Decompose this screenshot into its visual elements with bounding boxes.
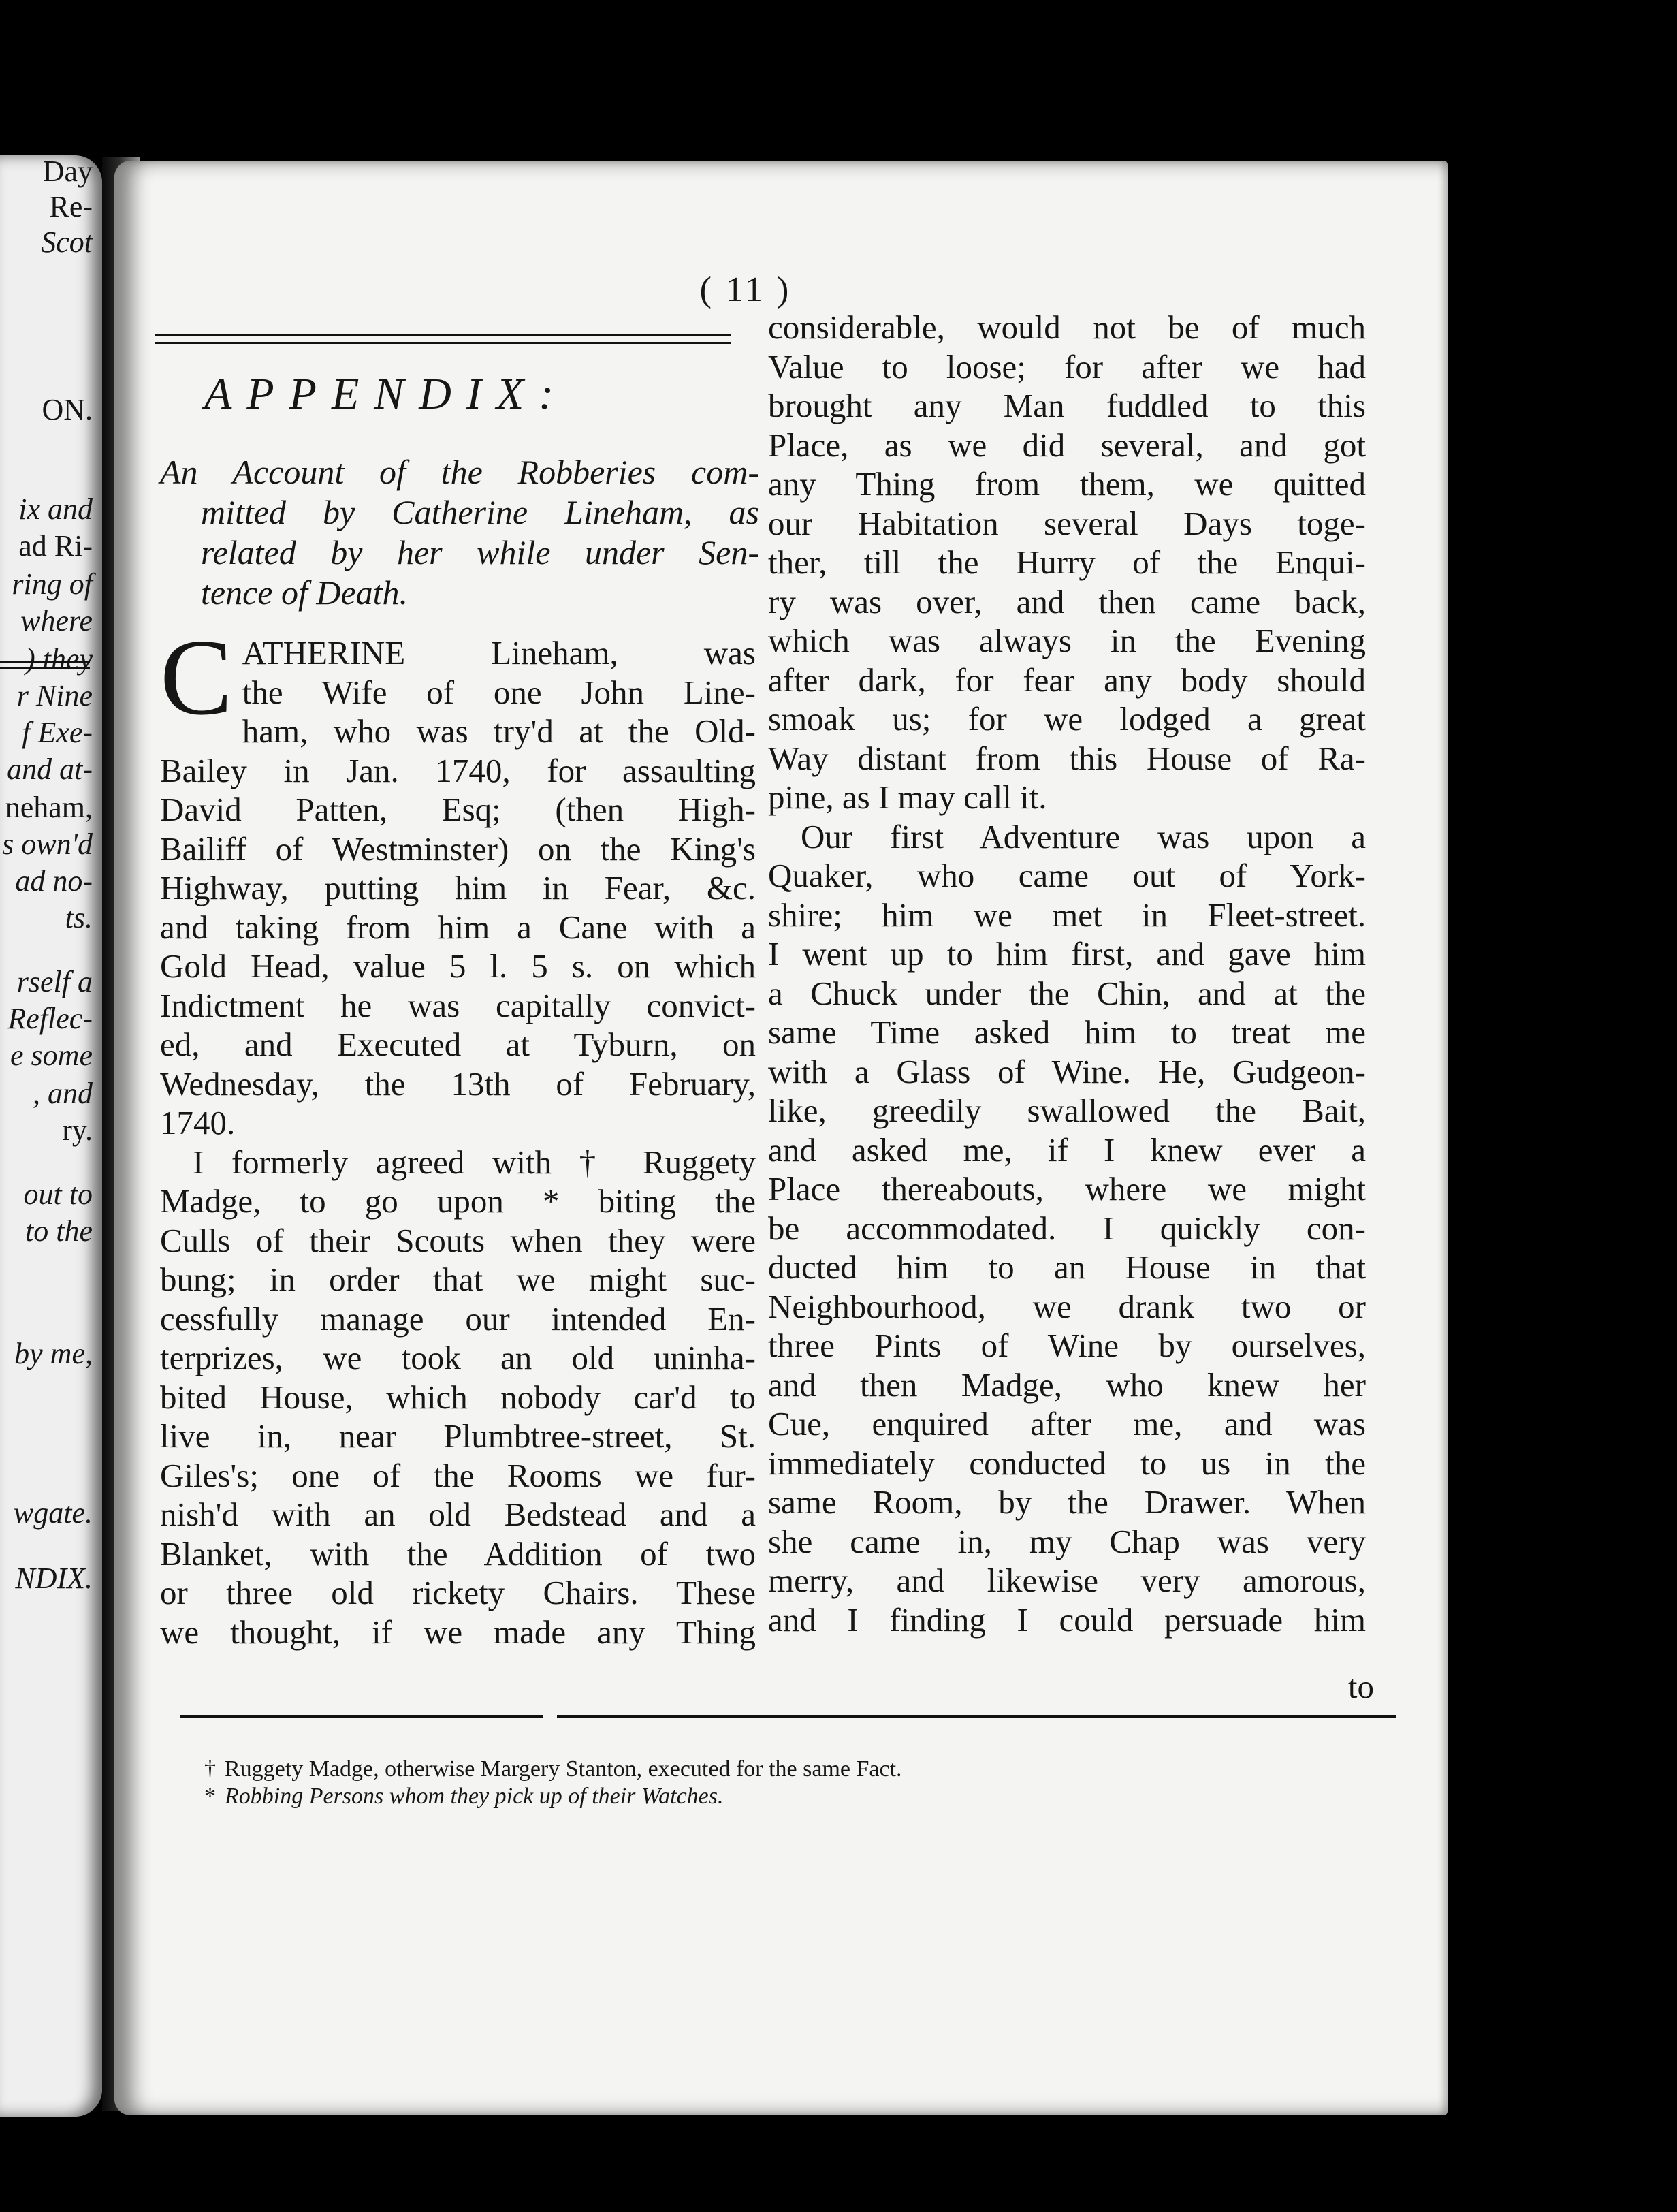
text-line: David Patten, Esq; (then High-	[160, 791, 756, 828]
footnote-text: Robbing Persons whom they pick up of their Watches.	[225, 1784, 724, 1809]
footnote	[204, 1756, 1157, 1783]
text-line: bited House, which nobody car'd to	[160, 1378, 756, 1416]
text-line: like, greedily swallowed the Bait,	[768, 1092, 1366, 1129]
previous-page-line: ad Ri-	[18, 529, 93, 563]
text-line: immediately conducted to us in the	[768, 1444, 1366, 1482]
text-line: Giles's; one of the Rooms we fur-	[160, 1456, 756, 1494]
subheading-line: mitted by Catherine Lineham, as	[201, 493, 759, 531]
footnote-mark: *	[204, 1784, 216, 1809]
text-line: the Wife of one John Line-	[242, 673, 756, 711]
text-line: our Habitation several Days toge-	[768, 504, 1366, 542]
subheading-line: tence of Death.	[201, 573, 409, 612]
text-line: and taking from him a Cane with a	[160, 908, 756, 946]
drop-capital: C	[160, 616, 233, 738]
text-line: and then Madge, who knew her	[768, 1365, 1366, 1404]
text-line: and I finding I could persuade him	[768, 1600, 1366, 1639]
previous-page-line: s own'd	[2, 827, 93, 861]
text-line: terprizes, we took an old uninha-	[160, 1339, 756, 1376]
text-line: same Time asked him to treat me	[768, 1013, 1366, 1051]
text-line: nish'd with an old Bedstead and a	[160, 1496, 756, 1533]
footnote-rule-right	[557, 1715, 1396, 1718]
text-line: we thought, if we made any Thing	[160, 1613, 756, 1651]
previous-page-line: ry.	[62, 1113, 93, 1147]
catchword: to	[1347, 1668, 1374, 1705]
text-line: smoak us; for we lodged a great	[768, 700, 1366, 738]
text-line: brought any Man fuddled to this	[768, 387, 1366, 424]
text-line: she came in, my Chap was very	[768, 1522, 1366, 1560]
header-rule	[155, 334, 731, 344]
account-subheading	[160, 452, 759, 613]
previous-page-line: ON.	[42, 393, 93, 426]
previous-page-line: out to	[23, 1178, 93, 1211]
text-line: considerable, would not be of much	[768, 309, 1366, 346]
text-line: merry, and likewise very amorous,	[768, 1562, 1366, 1599]
text-line: 1740.	[160, 1104, 236, 1141]
page-number: ( 11 )	[699, 270, 792, 309]
previous-page-line: ix and	[18, 492, 93, 526]
text-line: Indictment he was capitally convict-	[160, 986, 756, 1024]
text-line: same Room, by the Drawer. When	[768, 1483, 1366, 1521]
text-line: cessfully manage our intended En-	[160, 1299, 756, 1338]
text-line: with a Glass of Wine. He, Gudgeon-	[768, 1052, 1366, 1090]
text-line: I went up to him first, and gave him	[768, 935, 1366, 973]
previous-page-fragment	[0, 155, 102, 2117]
previous-page-line: Scot	[41, 225, 93, 259]
text-line: or three old rickety Chairs. These	[160, 1574, 756, 1611]
previous-page-line: Day	[42, 155, 93, 188]
previous-page-line: Reflec-	[7, 1002, 93, 1035]
footnote-text: Ruggety Madge, otherwise Margery Stanton, executed for the same Fact.	[225, 1756, 902, 1782]
text-line: pine, as I may call it.	[768, 778, 1047, 816]
text-line: Way distant from this House of Ra-	[768, 739, 1366, 777]
previous-page-line: ts.	[65, 901, 93, 934]
text-line: Culls of their Scouts when they were	[160, 1221, 756, 1259]
previous-page-line: f Exe-	[22, 716, 93, 749]
text-line: three Pints of Wine by ourselves,	[768, 1327, 1366, 1364]
text-line: ed, and Executed at Tyburn, on	[160, 1026, 756, 1063]
text-line: I formerly agreed with † Ruggety	[193, 1143, 756, 1181]
text-line: ther, till the Hurry of the Enqui-	[768, 543, 1366, 581]
previous-page-line: e some	[10, 1039, 93, 1072]
text-line: which was always in the Evening	[768, 622, 1366, 659]
text-line: Value to loose; for after we had	[768, 347, 1366, 385]
text-line: ry was over, and then came back,	[768, 582, 1366, 620]
left-text-column	[160, 616, 756, 1652]
text-line: Place thereabouts, where we might	[768, 1170, 1366, 1207]
text-line: Our first Adventure was upon a	[801, 817, 1366, 855]
subheading-line: related by her while under Sen-	[201, 533, 759, 571]
appendix-heading: APPENDIX:	[204, 369, 569, 419]
text-line: bung; in order that we might suc-	[160, 1261, 756, 1298]
previous-page-line: rself a	[16, 965, 93, 998]
previous-page-line: , and	[33, 1077, 93, 1110]
previous-page-line: by me,	[14, 1337, 93, 1370]
previous-page-line: to the	[25, 1214, 93, 1248]
previous-page-line: and at-	[7, 753, 93, 786]
text-line: Neighbourhood, we drank two or	[768, 1287, 1366, 1325]
previous-page-line: where	[20, 604, 93, 637]
footnotes	[204, 1756, 1157, 1810]
text-line: Madge, to go upon * biting the	[160, 1182, 756, 1220]
text-line: Highway, putting him in Fear, &c.	[160, 869, 756, 906]
text-line: ducted him to an House in that	[768, 1248, 1366, 1286]
text-line: Quaker, who came out of York-	[768, 857, 1366, 894]
previous-page-line: NDIX.	[15, 1562, 93, 1595]
text-line: Cue, enquired after me, and was	[768, 1405, 1366, 1442]
text-line: Bailiff of Westminster) on the King's	[160, 830, 756, 868]
text-line: Blanket, with the Addition of two	[160, 1534, 756, 1573]
text-line: and asked me, if I knew ever a	[768, 1131, 1366, 1169]
text-line: Wednesday, the 13th of February,	[160, 1064, 756, 1103]
previous-page-line: ) they	[25, 642, 93, 676]
previous-page-line: ring of	[12, 567, 93, 601]
previous-page-line: Re-	[49, 190, 93, 223]
text-line: live in, near Plumbtree-street, St.	[160, 1417, 756, 1455]
previous-page-rule	[0, 661, 90, 669]
text-line: any Thing from them, we quitted	[768, 465, 1366, 503]
previous-page-line: neham,	[5, 791, 93, 824]
text-line: shire; him we met in Fleet-street.	[768, 896, 1366, 934]
text-line: ATHERINE Lineham, was	[242, 634, 756, 672]
subheading-line: An Account of the Robberies com-	[160, 453, 759, 491]
text-line: Gold Head, value 5 l. 5 s. on which	[160, 947, 756, 985]
previous-page-line: wgate.	[13, 1496, 93, 1530]
text-line: Place, as we did several, and got	[768, 426, 1366, 464]
footnote-rule-left	[180, 1715, 543, 1718]
previous-page-line: ad no-	[15, 864, 93, 898]
text-line: a Chuck under the Chin, and at the	[768, 974, 1366, 1012]
text-line: Bailey in Jan. 1740, for assaulting	[160, 751, 756, 789]
previous-page-line: r Nine	[16, 679, 93, 712]
text-line: after dark, for fear any body should	[768, 661, 1366, 699]
right-text-column	[768, 308, 1366, 1639]
text-line: be accommodated. I quickly con-	[768, 1209, 1366, 1247]
footnote-mark: †	[204, 1756, 216, 1782]
footnote	[204, 1783, 1157, 1810]
text-line: ham, who was try'd at the Old-	[242, 712, 756, 750]
